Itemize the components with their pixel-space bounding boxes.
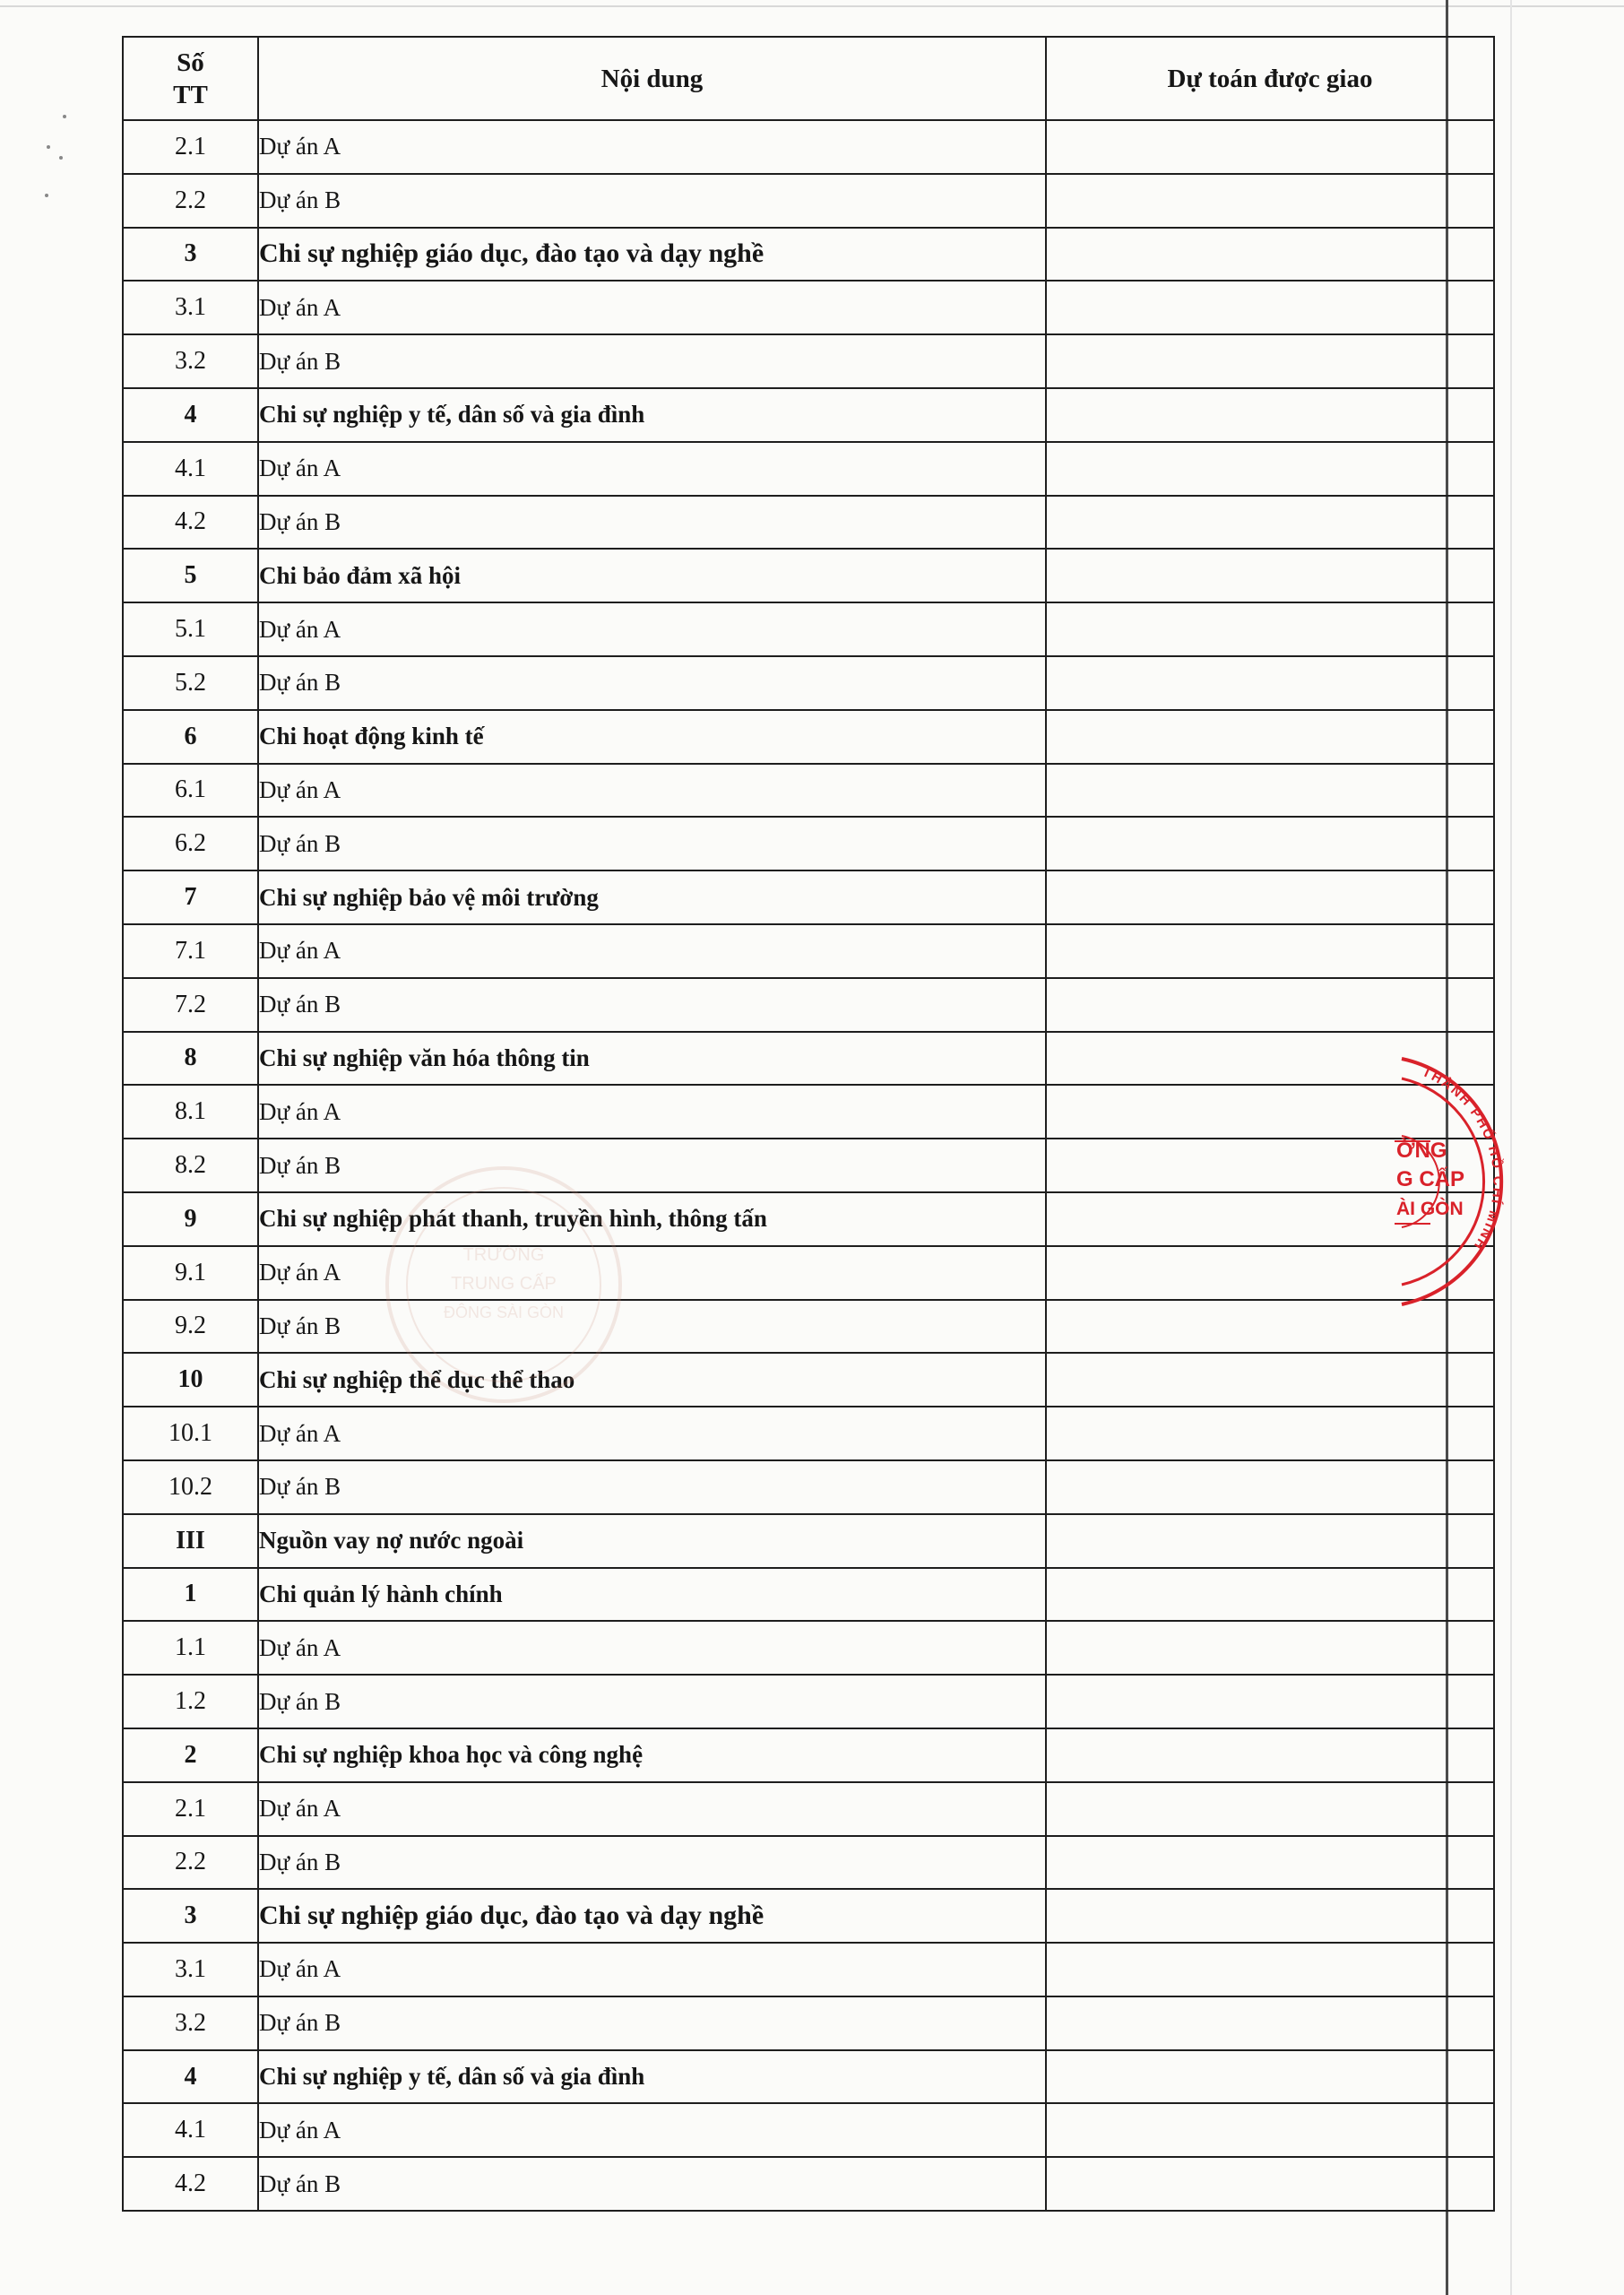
table-row: [123, 924, 1494, 978]
faint-seal-line-1: TRƯỜNG: [462, 1245, 545, 1265]
row-number: 10.2: [123, 1460, 258, 1514]
category-label: Chi hoạt động kinh tế: [258, 710, 1046, 764]
budget-cell: [1046, 120, 1494, 174]
row-number: 2.2: [123, 1836, 258, 1890]
budget-cell: [1046, 388, 1494, 442]
project-label: Dự án A: [258, 1782, 1046, 1836]
table-row: [123, 442, 1494, 496]
project-label: Dự án B: [258, 1300, 1046, 1354]
row-number: 3.2: [123, 1996, 258, 2050]
table-row: [123, 1514, 1494, 1568]
faint-seal-bleedthrough: [381, 1162, 627, 1408]
scan-speck: [59, 156, 63, 160]
project-label: Dự án A: [258, 281, 1046, 334]
seal-line-1: ỜNG: [1396, 1139, 1447, 1163]
budget-cell: [1046, 549, 1494, 602]
row-number: 8.1: [123, 1085, 258, 1139]
row-number: 3.2: [123, 334, 258, 388]
row-number: 1.1: [123, 1621, 258, 1675]
category-label: Chi sự nghiệp thể dục thể thao: [258, 1353, 1046, 1407]
table-row: [123, 228, 1494, 281]
table-row: [123, 1300, 1494, 1354]
project-label: Dự án A: [258, 1943, 1046, 1996]
scan-speck: [63, 115, 66, 118]
project-label: Dự án A: [258, 924, 1046, 978]
budget-cell: [1046, 978, 1494, 1032]
table-row: [123, 1192, 1494, 1246]
table-row: [123, 1085, 1494, 1139]
table-row: [123, 1353, 1494, 1407]
row-number: 4.2: [123, 496, 258, 550]
budget-cell: [1046, 1782, 1494, 1836]
row-number: 3.1: [123, 1943, 258, 1996]
row-number: 7.2: [123, 978, 258, 1032]
table-row: [123, 1728, 1494, 1782]
row-number: 6.2: [123, 817, 258, 870]
budget-cell: [1046, 228, 1494, 281]
budget-cell: [1046, 656, 1494, 710]
budget-cell: [1046, 2050, 1494, 2104]
row-number: 4: [123, 2050, 258, 2104]
budget-cell: [1046, 2157, 1494, 2211]
budget-cell: [1046, 1621, 1494, 1675]
budget-cell: [1046, 2103, 1494, 2157]
table-row: [123, 817, 1494, 870]
project-label: Dự án B: [258, 1675, 1046, 1728]
budget-cell: [1046, 1353, 1494, 1407]
table-row: [123, 549, 1494, 602]
table-row: [123, 2157, 1494, 2211]
budget-cell: [1046, 1514, 1494, 1568]
category-label: Chi sự nghiệp khoa học và công nghệ: [258, 1728, 1046, 1782]
row-number: 2: [123, 1728, 258, 1782]
budget-cell: [1046, 1568, 1494, 1622]
project-label: Dự án B: [258, 1460, 1046, 1514]
row-number: 2.1: [123, 1782, 258, 1836]
budget-cell: [1046, 870, 1494, 924]
project-label: Dự án A: [258, 1621, 1046, 1675]
row-number: III: [123, 1514, 258, 1568]
row-number: 4: [123, 388, 258, 442]
faint-seal-line-3: ĐÔNG SÀI GÒN: [443, 1303, 565, 1321]
table-row: [123, 1675, 1494, 1728]
category-label: Chi sự nghiệp y tế, dân số và gia đình: [258, 388, 1046, 442]
row-number: 2.2: [123, 174, 258, 228]
budget-cell: [1046, 764, 1494, 818]
budget-cell: [1046, 1728, 1494, 1782]
table-row: [123, 1889, 1494, 1943]
row-number: 7: [123, 870, 258, 924]
table-row: [123, 1568, 1494, 1622]
table-row: [123, 496, 1494, 550]
row-number: 9: [123, 1192, 258, 1246]
row-number: 3: [123, 1889, 258, 1943]
budget-cell: [1046, 174, 1494, 228]
row-number: 8: [123, 1032, 258, 1086]
budget-cell: [1046, 1889, 1494, 1943]
row-number: 1: [123, 1568, 258, 1622]
category-label: Nguồn vay nợ nước ngoài: [258, 1514, 1046, 1568]
budget-table: [122, 36, 1495, 2212]
project-label: Dự án A: [258, 2103, 1046, 2157]
category-label: Chi sự nghiệp giáo dục, đào tạo và dạy nghề: [258, 1889, 1046, 1943]
row-number: 4.1: [123, 442, 258, 496]
project-label: Dự án B: [258, 656, 1046, 710]
table-row: [123, 120, 1494, 174]
project-label: Dự án A: [258, 1085, 1046, 1139]
project-label: Dự án B: [258, 174, 1046, 228]
project-label: Dự án A: [258, 1246, 1046, 1300]
row-number: 8.2: [123, 1139, 258, 1192]
category-label: Chi quản lý hành chính: [258, 1568, 1046, 1622]
row-number: 2.1: [123, 120, 258, 174]
table-row: [123, 602, 1494, 656]
budget-cell: [1046, 602, 1494, 656]
budget-cell: [1046, 496, 1494, 550]
table-row: [123, 1996, 1494, 2050]
project-label: Dự án B: [258, 1139, 1046, 1192]
header-budget: Dự toán được giao: [1046, 37, 1494, 120]
budget-cell: [1046, 1943, 1494, 1996]
row-number: 6.1: [123, 764, 258, 818]
official-seal: [1395, 1052, 1524, 1312]
project-label: Dự án B: [258, 334, 1046, 388]
table-row: [123, 1246, 1494, 1300]
table-row: [123, 334, 1494, 388]
project-label: Dự án B: [258, 1836, 1046, 1890]
row-number: 9.2: [123, 1300, 258, 1354]
row-number: 1.2: [123, 1675, 258, 1728]
project-label: Dự án B: [258, 817, 1046, 870]
project-label: Dự án B: [258, 2157, 1046, 2211]
row-number: 7.1: [123, 924, 258, 978]
category-label: Chi sự nghiệp bảo vệ môi trường: [258, 870, 1046, 924]
category-label: Chi sự nghiệp phát thanh, truyền hình, thông tấn: [258, 1192, 1046, 1246]
table-row: [123, 978, 1494, 1032]
table-row: [123, 1782, 1494, 1836]
faint-seal-line-2: TRUNG CẤP: [451, 1274, 557, 1294]
table-row: [123, 2103, 1494, 2157]
seal-line-3: ÀI GÒN: [1396, 1199, 1464, 1219]
table-row: [123, 1836, 1494, 1890]
table-row: [123, 1407, 1494, 1460]
table-row: [123, 388, 1494, 442]
project-label: Dự án B: [258, 978, 1046, 1032]
table-row: [123, 174, 1494, 228]
project-label: Dự án A: [258, 1407, 1046, 1460]
row-number: 9.1: [123, 1246, 258, 1300]
table-row: [123, 1943, 1494, 1996]
project-label: Dự án A: [258, 120, 1046, 174]
table-row: [123, 764, 1494, 818]
project-label: Dự án A: [258, 442, 1046, 496]
project-label: Dự án A: [258, 764, 1046, 818]
table-row: [123, 281, 1494, 334]
budget-cell: [1046, 334, 1494, 388]
budget-cell: [1046, 817, 1494, 870]
budget-cell: [1046, 1407, 1494, 1460]
header-content: Nội dung: [258, 37, 1046, 120]
budget-cell: [1046, 1675, 1494, 1728]
table-row: [123, 1621, 1494, 1675]
table-row: [123, 710, 1494, 764]
row-number: 6: [123, 710, 258, 764]
row-number: 5: [123, 549, 258, 602]
table-row: [123, 1460, 1494, 1514]
table-row: [123, 1032, 1494, 1086]
page-top-border: [0, 5, 1624, 7]
category-label: Chi sự nghiệp y tế, dân số và gia đình: [258, 2050, 1046, 2104]
table-header-row: [123, 37, 1494, 120]
scan-speck: [45, 194, 48, 197]
row-number: 10: [123, 1353, 258, 1407]
seal-ring-text: THÀNH PHỐ HỒ CHÍ MINH: [1420, 1064, 1506, 1254]
budget-cell: [1046, 1996, 1494, 2050]
row-number: 3: [123, 228, 258, 281]
table-row: [123, 1139, 1494, 1192]
budget-cell: [1046, 1836, 1494, 1890]
budget-cell: [1046, 924, 1494, 978]
category-label: Chi sự nghiệp văn hóa thông tin: [258, 1032, 1046, 1086]
budget-cell: [1046, 442, 1494, 496]
table-row: [123, 870, 1494, 924]
table-row: [123, 656, 1494, 710]
table-body: [123, 120, 1494, 2211]
row-number: 10.1: [123, 1407, 258, 1460]
row-number: 5.2: [123, 656, 258, 710]
header-stt: Số TT: [123, 37, 258, 120]
budget-cell: [1046, 710, 1494, 764]
row-number: 4.1: [123, 2103, 258, 2157]
row-number: 3.1: [123, 281, 258, 334]
project-label: Dự án B: [258, 1996, 1046, 2050]
budget-cell: [1046, 281, 1494, 334]
project-label: Dự án B: [258, 496, 1046, 550]
scan-speck: [47, 145, 50, 149]
budget-cell: [1046, 1460, 1494, 1514]
row-number: 5.1: [123, 602, 258, 656]
project-label: Dự án A: [258, 602, 1046, 656]
category-label: Chi sự nghiệp giáo dục, đào tạo và dạy nghề: [258, 228, 1046, 281]
seal-line-2: G CẤP: [1396, 1167, 1465, 1191]
table-row: [123, 2050, 1494, 2104]
row-number: 4.2: [123, 2157, 258, 2211]
category-label: Chi bảo đảm xã hội: [258, 549, 1046, 602]
